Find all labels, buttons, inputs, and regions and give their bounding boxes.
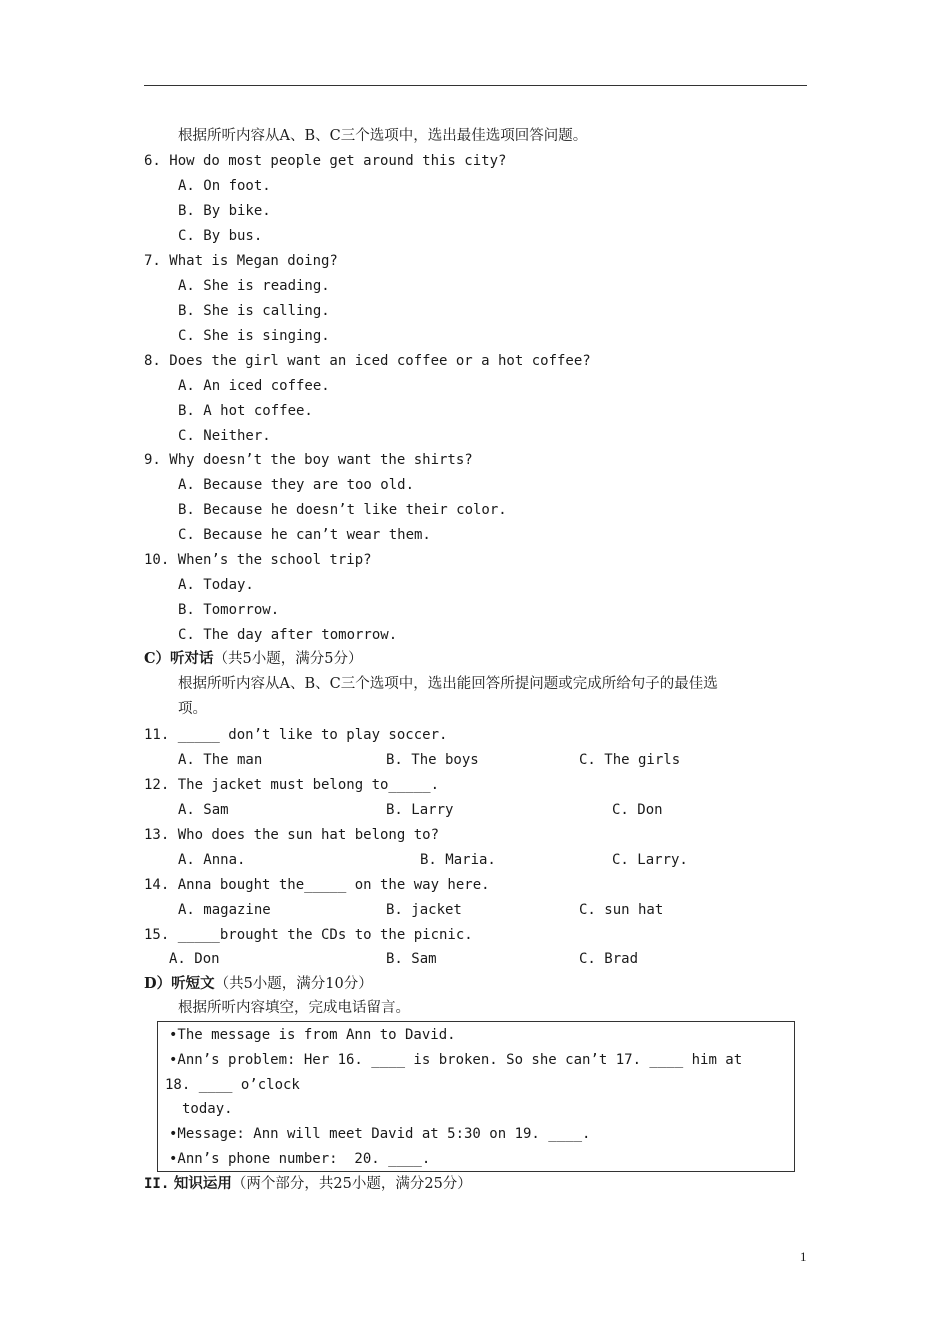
section-d-instruction: 根据所听内容填空，完成电话留言。 xyxy=(178,1000,410,1016)
option-9b: B. Because he doesn’t like their color. xyxy=(178,502,507,518)
option-13c: C. Larry. xyxy=(612,852,688,868)
box-line-1: •The message is from Ann to David. xyxy=(169,1027,456,1043)
option-10a: A. Today. xyxy=(178,577,254,593)
option-7a: A. She is reading. xyxy=(178,278,330,294)
section-c-instruction-1: 根据所听内容从A、B、C三个选项中，选出能回答所提问题或完成所给句子的最佳选 xyxy=(178,676,718,692)
option-14b: B. jacket xyxy=(386,902,462,918)
option-6b: B. By bike. xyxy=(178,203,271,219)
question-14: 14. Anna bought the_____ on the way here. xyxy=(144,877,490,893)
option-13b: B. Maria. xyxy=(420,852,496,868)
question-7: 7. What is Megan doing? xyxy=(144,253,338,269)
section-d-score: （共5小题，满分10分） xyxy=(214,976,373,992)
question-6: 6. How do most people get around this city? xyxy=(144,153,507,169)
option-8c: C. Neither. xyxy=(178,428,271,444)
option-8a: A. An iced coffee. xyxy=(178,378,330,394)
section-c-instruction-2: 项。 xyxy=(178,701,207,717)
option-9c: C. Because he can’t wear them. xyxy=(178,527,431,543)
option-11b: B. The boys xyxy=(386,752,479,768)
option-15a: A. Don xyxy=(169,951,220,967)
option-12b: B. Larry xyxy=(386,802,454,818)
option-7c: C. She is singing. xyxy=(178,328,330,344)
section-d-heading xyxy=(144,975,373,993)
header-rule xyxy=(144,85,807,86)
section-ii-label: II. xyxy=(144,1176,170,1192)
question-10: 10. When’s the school trip? xyxy=(144,552,372,568)
option-14a: A. magazine xyxy=(178,902,271,918)
option-6c: C. By bus. xyxy=(178,228,263,244)
box-line-2: •Ann’s problem: Her 16. ____ is broken. So she can’t 17. ____ him at xyxy=(169,1052,743,1068)
question-15: 15. _____brought the CDs to the picnic. xyxy=(144,927,473,943)
option-13a: A. Anna. xyxy=(178,852,246,868)
option-15c: C. Brad xyxy=(579,951,639,967)
question-13: 13. Who does the sun hat belong to? xyxy=(144,827,440,843)
section-ii-heading xyxy=(144,1175,472,1193)
option-6a: A. On foot. xyxy=(178,178,271,194)
section-ii-title: 知识运用 xyxy=(173,1175,232,1192)
option-14c: C. sun hat xyxy=(579,902,664,918)
option-10c: C. The day after tomorrow. xyxy=(178,627,398,643)
box-line-3: 18. ____ o’clock xyxy=(165,1077,300,1093)
box-line-4: today. xyxy=(182,1101,233,1117)
option-12a: A. Sam xyxy=(178,802,229,818)
option-12c: C. Don xyxy=(612,802,663,818)
option-7b: B. She is calling. xyxy=(178,303,330,319)
option-8b: B. A hot coffee. xyxy=(178,403,313,419)
page-number: 1 xyxy=(800,1249,807,1264)
section-b-instruction: 根据所听内容从A、B、C三个选项中，选出最佳选项回答问题。 xyxy=(178,128,588,144)
section-d-title: 听短文 xyxy=(171,975,215,992)
section-d-label: D） xyxy=(144,975,172,992)
section-c-score: （共5小题，满分5分） xyxy=(213,651,363,667)
question-8: 8. Does the girl want an iced coffee or a hot coffee? xyxy=(144,353,591,369)
question-12: 12. The jacket must belong to_____. xyxy=(144,777,440,793)
option-9a: A. Because they are too old. xyxy=(178,477,415,493)
box-line-6: •Ann’s phone number: 20. ____. xyxy=(169,1151,431,1167)
option-11a: A. The man xyxy=(178,752,263,768)
section-ii-score: （两个部分，共25小题，满分25分） xyxy=(231,1176,472,1192)
box-line-5: •Message: Ann will meet David at 5:30 on 19. ____. xyxy=(169,1126,591,1142)
option-15b: B. Sam xyxy=(386,951,437,967)
option-11c: C. The girls xyxy=(579,752,681,768)
option-10b: B. Tomorrow. xyxy=(178,602,280,618)
question-9: 9. Why doesn’t the boy want the shirts? xyxy=(144,452,473,468)
section-c-heading xyxy=(144,650,363,668)
section-c-label: C） xyxy=(144,650,171,667)
section-c-title: 听对话 xyxy=(170,650,214,667)
question-11: 11. _____ don’t like to play soccer. xyxy=(144,727,448,743)
